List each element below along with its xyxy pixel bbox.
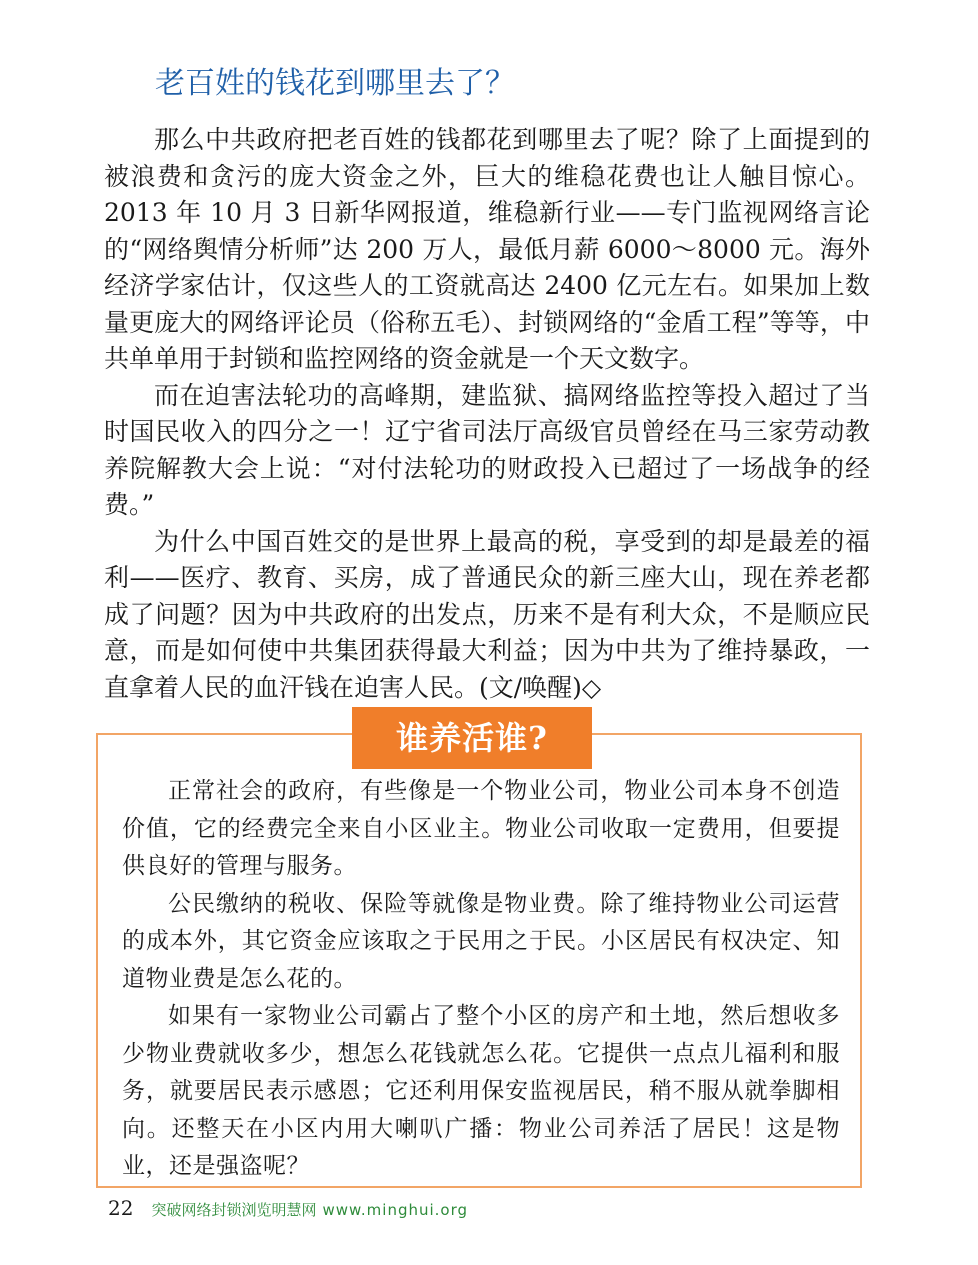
- article-paragraph: 那么中共政府把老百姓的钱都花到哪里去了呢？除了上面提到的被浪费和贪污的庞大资金之外，巨大的维稳花费也让人触目惊心。2013 年 10 月 3 日新华网报道，维稳新行业——专门监视网络言论的“网络舆情分析师”达 200 万人，最低月薪 6000～8000 元。海外经济学家估计，仅这些人的工资就高达 2400 亿元左右。如果加上数量更庞大的网络评论员（俗称五毛）、封锁网络的“金盾工程”等等，中共单单用于封锁和监控网络的资金就是一个天文数字。: [104, 125, 870, 373]
- article-body: [104, 122, 870, 706]
- sidebar-paragraph: 如果有一家物业公司霸占了整个小区的房产和土地，然后想收多少物业费就收多少，想怎么花钱就怎么花。它提供一点点儿福利和服务，就要居民表示感恩；它还利用保安监视居民，稍不服从就拳脚相向。还整天在小区内用大喇叭广播：物业公司养活了居民！这是物业，还是强盗呢？: [122, 1003, 840, 1179]
- article-paragraph: 而在迫害法轮功的高峰期，建监狱、搞网络监控等投入超过了当时国民收入的四分之一！辽宁省司法厅高级官员曾经在马三家劳动教养院解教大会上说：“对付法轮功的财政投入已超过了一场战争的经费。”: [104, 380, 870, 519]
- sidebar-paragraph: 正常社会的政府，有些像是一个物业公司，物业公司本身不创造价值，它的经费完全来自小区业主。物业公司收取一定费用，但要提供良好的管理与服务。: [122, 778, 840, 879]
- article-paragraph: 为什么中国百姓交的是世界上最高的税，享受到的却是最差的福利——医疗、教育、买房，成了普通民众的新三座大山，现在养老都成了问题？因为中共政府的出发点，历来不是有利大众，不是顺应民意，而是如何使中共集团获得最大利益；因为中共为了维持暴政，一直拿着人民的血汗钱在迫害人民。(文/唤醒)◇: [104, 526, 870, 702]
- article-title: 老百姓的钱花到哪里去了？: [155, 66, 515, 101]
- sidebar-paragraph: 公民缴纳的税收、保险等就像是物业费。除了维持物业公司运营的成本外，其它资金应该取之于民用之于民。小区居民有权决定、知道物业费是怎么花的。: [122, 890, 840, 992]
- footer-url-link[interactable]: www.minghui.org: [322, 1201, 469, 1219]
- footer-slogan: 突破网络封锁浏览明慧网: [151, 1201, 317, 1219]
- sidebar-box-body: [122, 773, 840, 1186]
- page-number: 22: [108, 1196, 134, 1220]
- sidebar-box-title: 谁养活谁?: [352, 707, 592, 769]
- page-footer: [108, 1196, 468, 1224]
